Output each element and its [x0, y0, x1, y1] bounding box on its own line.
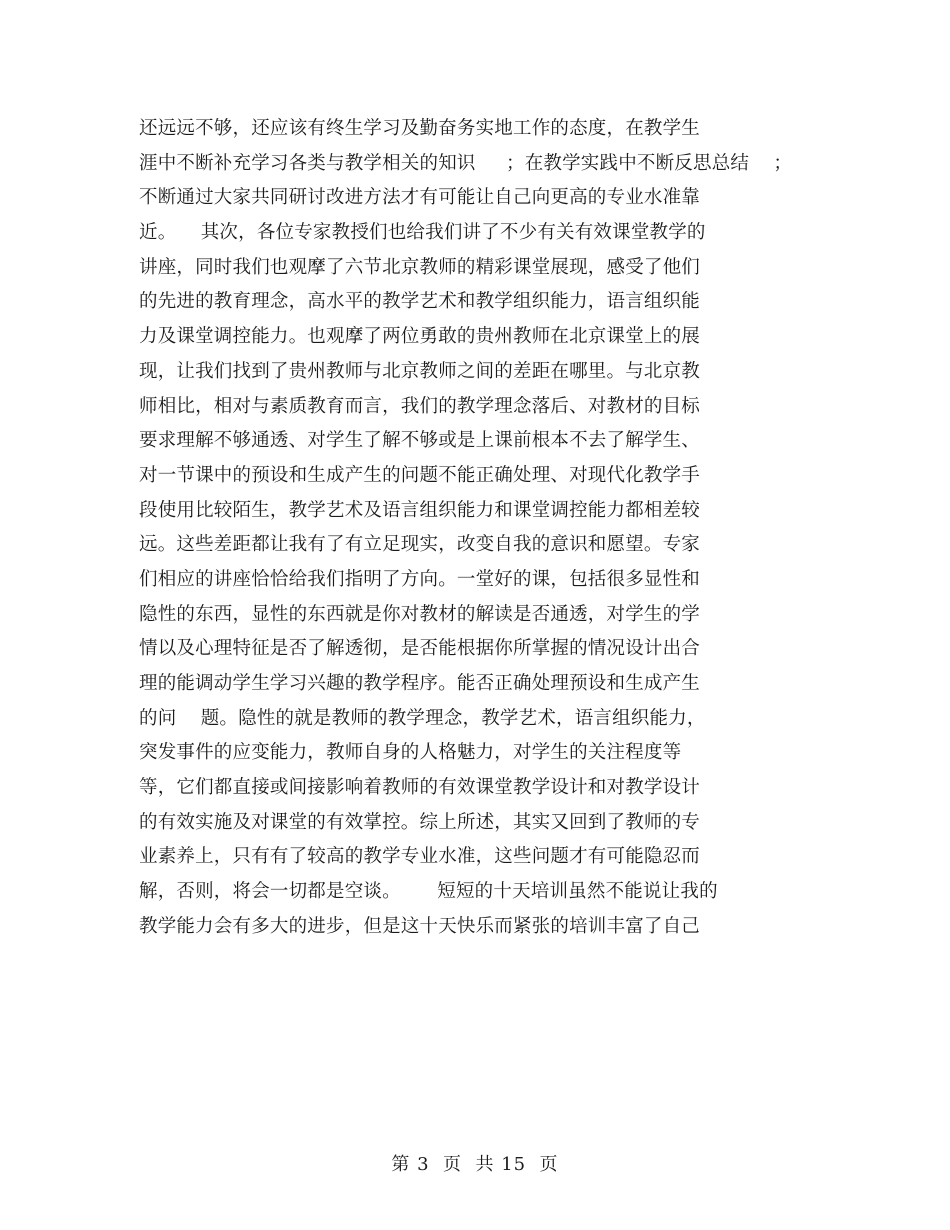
- body-text: [139, 112, 839, 945]
- text-line: 不断通过大家共同研讨改进方法才有可能让自己向更高的专业水准靠: [139, 187, 701, 209]
- text-line: 讲座，同时我们也观摩了六节北京教师的精彩课堂展现，感受了他们: [139, 256, 701, 278]
- page-number-footer: 第 3 页 共 15 页: [391, 1154, 559, 1175]
- text-line: 们相应的讲座恰恰给我们指明了方向。一堂好的课，包括很多显性和: [139, 568, 701, 590]
- text-line: 情以及心理特征是否了解透彻，是否能根据你所掌握的情况设计出合: [139, 638, 701, 660]
- text-line: 师相比，相对与素质教育而言，我们的教学理念落后、对教材的目标: [139, 395, 701, 417]
- text-line: 涯中不断补充学习各类与教学相关的知识 ；在教学实践中不断反思总结 ；: [139, 152, 793, 174]
- text-line: 的先进的教育理念，高水平的教学艺术和教学组织能力，语言组织能: [139, 291, 701, 313]
- text-line: 远。这些差距都让我有了有立足现实，改变自我的意识和愿望。专家: [139, 534, 701, 556]
- text-line: 教学能力会有多大的进步，但是这十天快乐而紧张的培训丰富了自己: [139, 915, 701, 937]
- text-line: 解，否则，将会一切都是空谈。 短短的十天培训虽然不能说让我的: [139, 881, 718, 903]
- text-line: 隐性的东西，显性的东西就是你对教材的解读是否通透，对学生的学: [139, 603, 701, 625]
- text-line: 要求理解不够通透、对学生了解不够或是上课前根本不去了解学生、: [139, 430, 701, 452]
- text-line: 突发事件的应变能力，教师自身的人格魅力，对学生的关注程度等: [139, 742, 682, 764]
- text-line: 的有效实施及对课堂的有效掌控。综上所述，其实又回到了教师的专: [139, 811, 701, 833]
- text-line: 理的能调动学生学习兴趣的教学程序。能否正确处理预设和生成产生: [139, 673, 701, 694]
- text-line: 还远远不够，还应该有终生学习及勤奋务实地工作的态度，在教学生: [139, 118, 701, 139]
- text-line: 对一节课中的预设和生成产生的问题不能正确处理、对现代化教学手: [139, 464, 701, 486]
- text-line: 段使用比较陌生，教学艺术及语言组织能力和课堂调控能力都相差较: [139, 499, 701, 521]
- text-line: 等，它们都直接或间接影响着教师的有效课堂教学设计和对教学设计: [139, 777, 701, 799]
- text-line: 业素养上，只有有了较高的教学专业水准，这些问题才有可能隐忍而: [139, 846, 701, 868]
- text-line: 力及课堂调控能力。也观摩了两位勇敢的贵州教师在北京课堂上的展: [139, 326, 701, 348]
- text-line: 现，让我们找到了贵州教师与北京教师之间的差距在哪里。与北京教: [139, 360, 701, 382]
- text-line: 的问 题。隐性的就是教师的教学理念，教学艺术，语言组织能力，: [139, 707, 706, 729]
- text-line: 近。 其次，各位专家教授们也给我们讲了不少有关有效课堂教学的: [139, 222, 706, 244]
